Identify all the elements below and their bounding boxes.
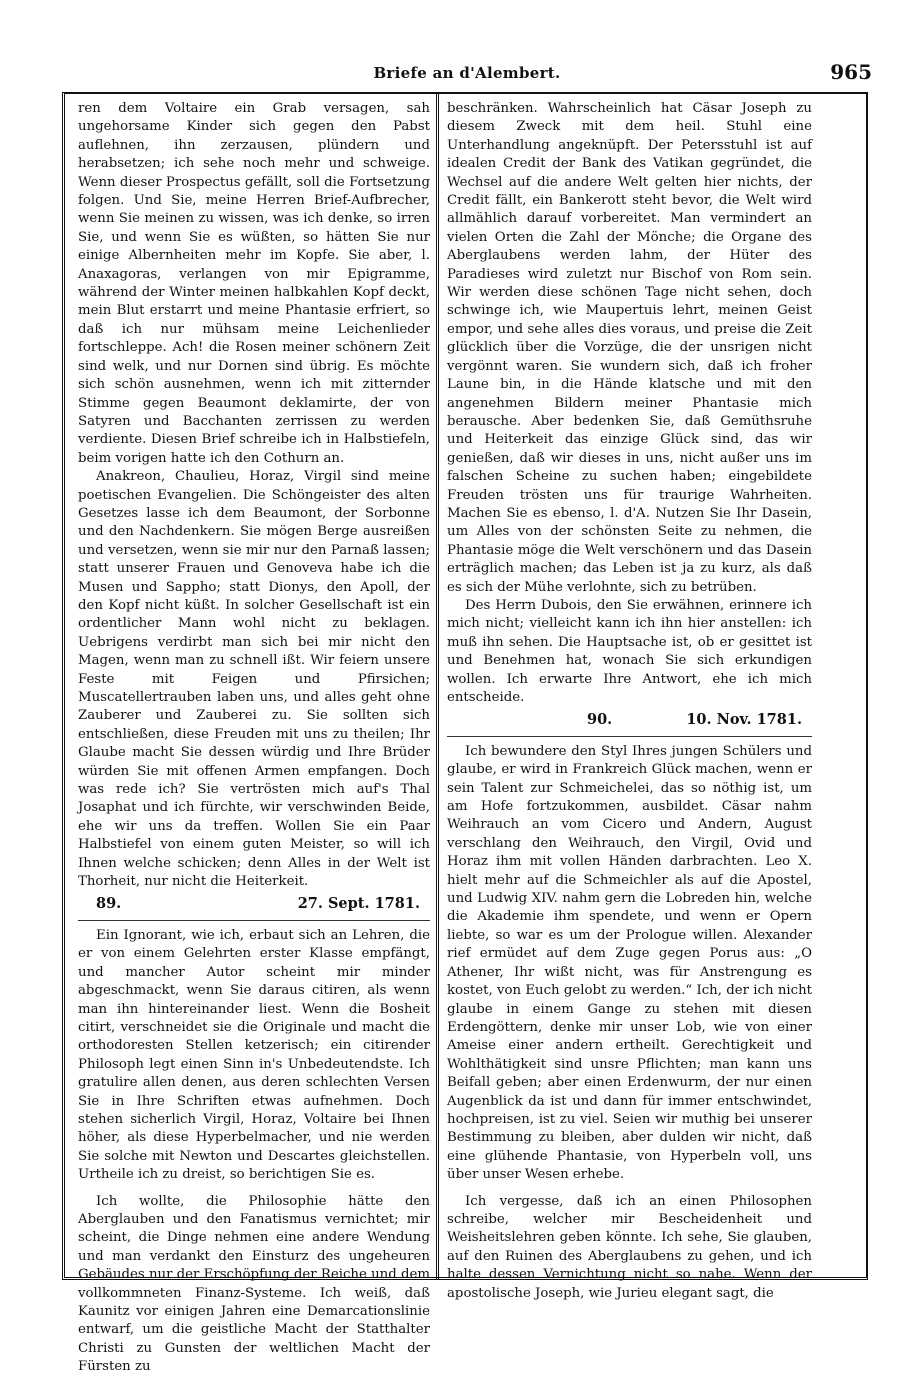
paragraph: Anakreon, Chaulieu, Horaz, Virgil sind meine poetischen Evangelien. Die Schöngeister des alten Gesetzes lasse ich dem Beaumont, der Sorbonne und den Nachdenkern. Sie mögen Berge ausreißen und versetzen, wenn sie mir nur den Parnaß lassen; statt unserer Frauen und Genoveva habe ich die Musen und Sappho; statt Dionys, den Apoll, der den Kopf nicht küßt. In solcher Gesellschaft ist ein ordentlicher Mann wohl nicht zu beklagen. Uebrigens verdirbt man sich bei mir nicht den Magen, wenn man zu schnell ißt. Wir feiern unsere Feste mit Feigen und Pfirsichen; Muscatellertrauben laben uns, und alles geht ohne Zauberer und Zauberei zu. Sie sollten sich entschließen, diese Freuden mit uns zu theilen; Ihr Glaube macht Sie dessen würdig und Ihre Brüder würden Sie mit offenen Armen empfangen. Doch was rede ich? Sie vertrösten mich auf's Thal Josaphat und ich fürchte, wir verschwinden Beide, ehe wir uns da treffen. Wollen Sie ein Paar Halbstiefel von einem guten Meister, so will ich Ihnen welche schicken; denn Alles in der Welt ist Thorheit, nur nicht die Heiterkeit. — [78, 469, 430, 890]
letter-date: 27. Sept. 1781. — [297, 895, 420, 913]
paragraph-gap — [447, 1185, 812, 1193]
paragraph: Ein Ignorant, wie ich, erbaut sich an Lehren, die er von einem Gelehrten erster Klasse empfängt, und mancher Autor scheint mir minder abgeschmackt, wenn Sie daraus citiren, als wenn man ihn hintereinander liest. Wenn die Bosheit citirt, verschneidet sie die Originale und macht die orthodoresten Stellen ketzerisch; ein citirender Philosoph legt einen Sinn in's Unbedeutendste. Ich gratulire allen denen, aus deren schlechten Versen Sie in Ihre Schriften etwas aufnehmen. Doch stehen sicherlich Virgil, Horaz, Voltaire bei Ihnen höher, als diese Hyperbelmacher, und nie werden Sie solche mit Newton und Descartes gleichstellen. Urtheile ich zu dreist, so berichtigen Sie es. — [78, 927, 430, 1183]
running-title: Briefe an d'Alembert. — [373, 64, 561, 82]
letter-heading — [78, 895, 430, 913]
paragraph: Des Herrn Dubois, den Sie erwähnen, erinnere ich mich nicht; vielleicht kann ich ihn hier anstellen: ich muß ihn sehen. Die Hauptsache ist, ob er gesittet ist und Benehmen hat, wonach Sie sich erkundigen wollen. Ich erwarte Ihre Antwort, ehe ich mich entscheide. — [447, 597, 812, 705]
paragraph-gap — [78, 1185, 430, 1193]
heading-rule — [447, 736, 812, 737]
paragraph: beschränken. Wahrscheinlich hat Cäsar Joseph zu diesem Zweck mit dem heil. Stuhl eine Unterhandlung angeknüpft. Der Petersstuhl ist auf idealen Credit der Bank des Vatikan gegründet, die Wechsel auf die andere Welt gelten hier nichts, der Credit fällt, ein Bankerott steht bevor, die Welt wird allmählich darauf vorbereitet. Man vermindert an vielen Orten die Zahl der Mönche; die Organe des Aberglaubens werden lahm, der Hüter des Paradieses wird zuletzt nur Bischof von Rom sein. Wir werden diese schönen Tage nicht sehen, doch schwinge ich, wie Maupertuis lehrt, meinen Geist empor, und sehe alles dies voraus, und preise die Zeit glücklich über die Vorzüge, die der unsrigen nicht vergönnt waren. Sie wundern sich, daß ich froher Laune bin, in die Hände klatsche und mit den angenehmen Bildern meiner Phantasie mich berausche. Aber bedenken Sie, daß Gemüthsruhe und Heiterkeit das einzige Glück sind, das wir genießen, daß wir dieses in uns, nicht außer uns im falschen Scheine zu suchen haben; eingebildete Freuden trösten uns für traurige Wahrheiten. Machen Sie es ebenso, l. d'A. Nutzen Sie Ihr Dasein, um Alles von der schönsten Seite zu nehmen, die Phantasie möge die Welt verschönern und das Dasein erträglich machen; das Leben ist ja zu kurz, als daß es sich der Mühe verlohnte, sich zu betrüben. — [447, 101, 812, 595]
paragraph: ren dem Voltaire ein Grab versagen, sah ungehorsame Kinder sich gegen den Pabst auflehnen, ihn zerzausen, plündern und herabsetzen; ich sehe noch mehr und schweige. Wenn dieser Prospectus gefällt, soll die Fortsetzung folgen. Und Sie, meine Herren Brief-Aufbrecher, wenn Sie meinen zu wissen, was ich denke, so irren Sie, und wenn Sie es wüßten, so hätten Sie nur einige Albernheiten mehr im Kopfe. Sie aber, l. Anaxagoras, verlangen von mir Epigramme, während der Winter meinen halbkahlen Kopf deckt, mein Blut erstarrt und meine Phantasie erfriert, so daß ich nur mühsam meine Leichenlieder fortschleppe. Ach! die Rosen meiner schönern Zeit sind welk, und nur Dornen sind übrig. Es möchte sich schön ausnehmen, wenn ich mit zitternder Stimme gegen Beaumont deklamirte, der von Satyren und Bacchanten zerrissen zu werden verdiente. Diesen Brief schreibe ich in Halbstiefeln, beim vorigen hatte ich den Cothurn an. — [78, 101, 430, 466]
paragraph: Ich bewundere den Styl Ihres jungen Schülers und glaube, er wird in Frankreich Glück machen, wenn er sein Talent zur Schmeichelei, das so nöthig ist, um am Hofe fortzukommen, ausbildet. Cäsar nahm Weihrauch an vom Cicero und Andern, August verschlang den Weihrauch, den Virgil, Ovid und Horaz ihm mit vollen Händen darbrachten. Leo X. hielt mehr auf die Schmeichler als auf die Apostel, und Ludwig XIV. nahm gern die Lobreden hin, welche die Akademie ihm spendete, und wenn er Opern liebte, so war es um der Prologue willen. Alexander rief ermüdet auf dem Zuge gegen Porus aus: „O Athener, Ihr wißt nicht, was für Anstrengung es kostet, von Euch gelobt zu werden.“ Ich, der ich nicht glaube in einem Gange zu stehen mit diesen Erdengöttern, denke mir unser Lob, wie von einer Ameise einer andern ertheilt. Gerechtigkeit und Wohlthätigkeit sind unsre Pflichten; man kann uns Beifall geben; aber einen Erdenwurm, der nur einen Augenblick da ist und dann für immer entschwindet, hochpreisen, ist zu viel. Seien wir muthig bei unserer Bestimmung zu bleiben, aber dulden wir nicht, daß eine glühende Phantasie, von Hyperbeln voll, uns über unser Wesen erhebe. — [447, 743, 812, 1183]
letter-number: 89. — [96, 895, 122, 913]
right-column — [447, 100, 812, 1301]
letter-date: 10. Nov. 1781. — [686, 711, 802, 729]
heading-rule — [78, 920, 430, 921]
page-header — [62, 60, 872, 92]
column-divider — [436, 92, 439, 1280]
left-column — [78, 100, 430, 1375]
paragraph: Ich vergesse, daß ich an einen Philosophen schreibe, welcher mir Bescheidenheit und Weisheitslehren geben könnte. Ich sehe, Sie glauben, auf den Ruinen des Aberglaubens zu gehen, und ich halte dessen Vernichtung nicht so nahe. Wenn der apostolische Joseph, wie Jurieu elegant sagt, die — [447, 1193, 812, 1301]
page-number: 965 — [830, 60, 872, 84]
letter-number: 90. — [587, 711, 613, 729]
letter-heading — [447, 711, 812, 729]
paragraph: Ich wollte, die Philosophie hätte den Aberglauben und den Fanatismus vernichtet; mir scheint, die Dinge nehmen eine andere Wendung und man verdankt den Einsturz des ungeheuren Gebäudes nur der Erschöpfung der Reiche und dem vollkommneten Finanz-Systeme. Ich weiß, daß Kaunitz vor einigen Jahren eine Demarcationslinie entwarf, um die geistliche Macht der Statthalter Christi zu Gunsten der weltlichen Macht der Fürsten zu — [78, 1193, 430, 1375]
